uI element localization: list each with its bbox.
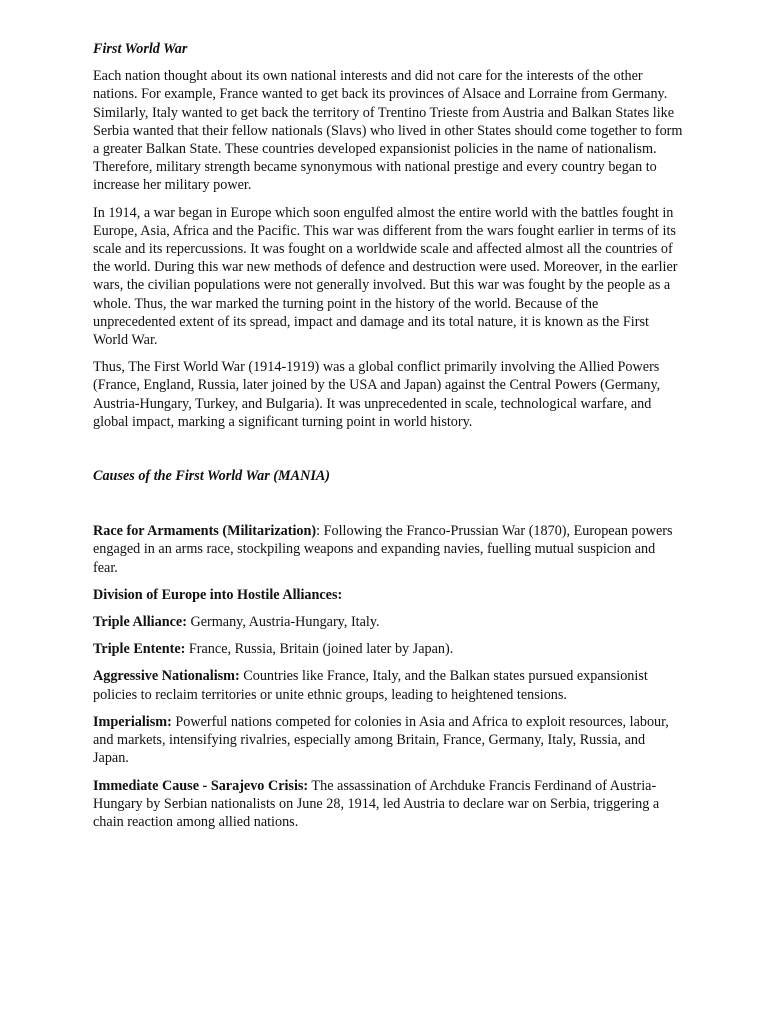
cause-label: Race for Armaments (Militarization) — [93, 523, 317, 540]
cause-text: France, Russia, Britain (joined later by Japan). — [185, 641, 454, 658]
cause-item-militarization — [93, 522, 683, 577]
cause-text: The assassination of Archduke Francis Ferdinand of Austria-Hungary by Serbian nationalists on June 28, 1914, led Austria to declare war on Serbia, triggering a chain reaction among allied nations. — [93, 777, 660, 830]
paragraph-3: Thus, The First World War (1914-1919) was a global conflict primarily involving the Allied Powers (France, England, Russia, later joined by the USA and Japan) against the Central Powers (Germany, Austria-Hungary, Turkey, and Bulgaria). It was unprecedented in scale, technological warfare, and global impact, marking a significant turning point in world history. — [93, 359, 661, 430]
spacer — [93, 431, 683, 467]
paragraph-2: In 1914, a war began in Europe which soon engulfed almost the entire world with the battles fought in Europe, Asia, Africa and the Pacific. This war was different from the wars fought earlier in terms of its scale and its repercussions. It was fought on a worldwide scale and affected almost all the countries of the world. During this war new methods of defence and destruction were used. Moreover, in the earlier wars, the civilian populations were not generally involved. But this war was fought by the people as a whole. Thus, the war marked the turning point in the history of the world. Because of the unprecedented extent of its spread, impact and damage and its total nature, it is known as the First World War. — [93, 204, 678, 349]
spacer — [93, 58, 683, 67]
cause-text: Countries like France, Italy, and the Balkan states pursued expansionist policies to reclaim territories or unite ethnic groups, leading to heightened tensions. — [93, 668, 648, 703]
cause-text: Germany, Austria-Hungary, Italy. — [186, 614, 380, 631]
section-heading-first-world-war: First World War — [93, 41, 188, 57]
cause-label: Triple Entente: — [93, 641, 186, 658]
spacer — [93, 577, 683, 586]
cause-label: Immediate Cause - Sarajevo Crisis: — [93, 777, 309, 794]
spacer — [93, 631, 683, 640]
cause-item-alliances — [93, 586, 683, 604]
spacer — [93, 349, 683, 358]
spacer — [93, 768, 683, 777]
document-page — [93, 40, 683, 831]
spacer — [93, 485, 683, 522]
cause-label: Imperialism: — [93, 713, 172, 730]
cause-text: Powerful nations competed for colonies in Asia and Africa to exploit resources, labour, and markets, intensifying rivalries, especially among Britain, France, Germany, Italy, Russia, and Japan. — [93, 713, 669, 767]
cause-item-triple-alliance — [93, 613, 683, 631]
cause-label: Division of Europe into Hostile Alliances: — [93, 586, 343, 603]
spacer — [93, 604, 683, 613]
spacer — [93, 195, 683, 204]
cause-item-sarajevo — [93, 777, 683, 832]
cause-item-triple-entente — [93, 640, 683, 658]
paragraph-1: Each nation thought about its own national interests and did not care for the interests of the other nations. For example, France wanted to get back its provinces of Alsace and Lorraine from Germany. Similarly, Italy wanted to get back the territory of Trentino Trieste from Austria and Balkan States like Serbia wanted that their fellow nationals (Slavs) who lived in other States should come together to form a greater Balkan State. These countries developed expansionist policies in the name of nationalism. Therefore, military strength became synonymous with national prestige and every country began to increase her military power. — [93, 68, 683, 194]
cause-text: : Following the Franco-Prussian War (1870), European powers engaged in an arms race, stockpiling weapons and expanding navies, fuelling mutual suspicion and fear. — [93, 523, 673, 576]
cause-label: Triple Alliance: — [93, 614, 187, 631]
spacer — [93, 704, 683, 713]
cause-label: Aggressive Nationalism: — [93, 668, 240, 685]
section-heading-causes: Causes of the First World War (MANIA) — [93, 468, 331, 485]
cause-item-nationalism — [93, 667, 683, 703]
spacer — [93, 658, 683, 667]
cause-item-imperialism — [93, 713, 683, 768]
